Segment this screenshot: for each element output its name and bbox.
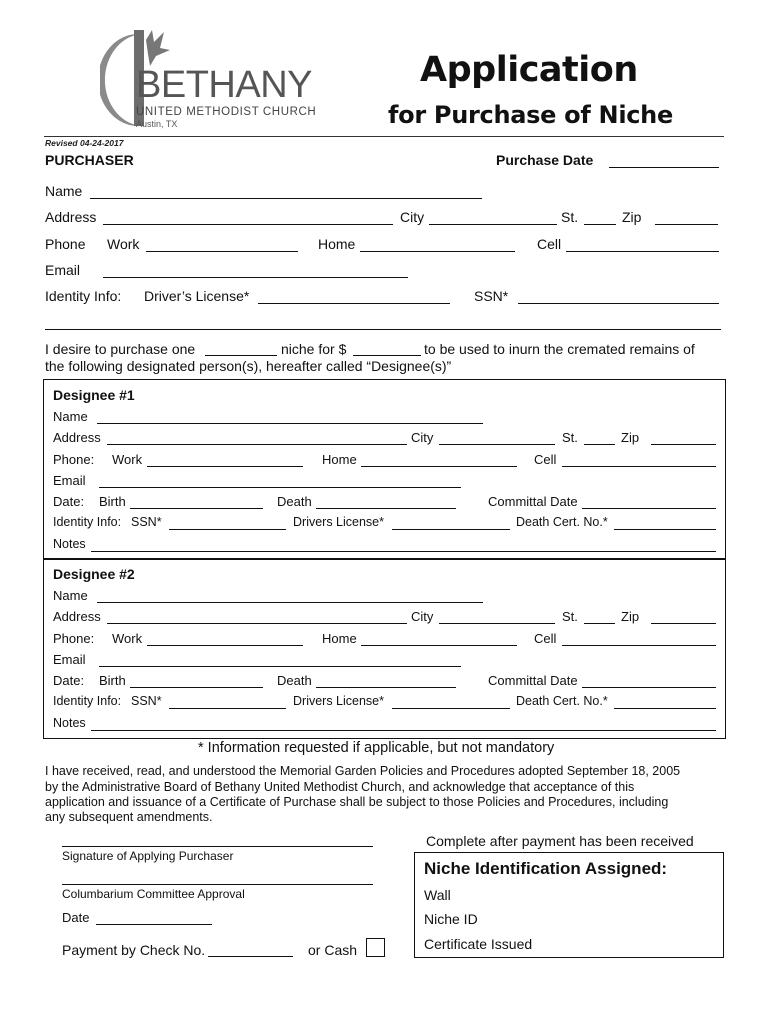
designee-1-birth-label: Birth xyxy=(99,494,126,509)
designee-2-box xyxy=(43,558,726,739)
designee-2-name-field[interactable] xyxy=(97,602,483,603)
designee-2-birth-label: Birth xyxy=(99,673,126,688)
purchaser-state-field[interactable] xyxy=(584,224,616,225)
purchaser-phone-label: Phone xyxy=(45,236,86,252)
designee-2-cell-phone-field[interactable] xyxy=(562,645,716,646)
designee-2-state-label: St. xyxy=(562,609,578,624)
designee-2-email-label: Email xyxy=(53,652,86,667)
designee-2-identity-label: Identity Info: xyxy=(53,694,122,708)
committee-approval-field[interactable] xyxy=(62,884,373,885)
purchaser-address-label: Address xyxy=(45,209,97,225)
purchaser-home-label: Home xyxy=(318,236,356,252)
footnote: * Information requested if applicable, but not mandatory xyxy=(198,740,555,756)
logo-subtitle: UNITED METHODIST CHURCH xyxy=(136,106,317,118)
purchase-date-label: Purchase Date xyxy=(496,152,594,168)
designee-1-phone-label: Phone: xyxy=(53,452,95,467)
designee-2-death-label: Death xyxy=(277,673,312,688)
page-title: Application xyxy=(420,50,638,90)
certificate-issued-label: Certificate Issued xyxy=(424,936,533,952)
purchaser-ssn-field[interactable] xyxy=(518,303,719,304)
logo-location: Austin, TX xyxy=(136,119,178,129)
purchaser-cell-label: Cell xyxy=(537,236,562,252)
designee-1-committal-field[interactable] xyxy=(582,508,716,509)
cash-label: or Cash xyxy=(308,942,358,958)
designee-2-city-field[interactable] xyxy=(439,623,555,624)
designee-2-city-label: City xyxy=(411,609,434,624)
designee-2-deathcert-field[interactable] xyxy=(614,708,716,709)
niche-id-label: Niche ID xyxy=(424,911,478,927)
niche-price-field[interactable] xyxy=(353,355,421,356)
designee-1-ssn-field[interactable] xyxy=(169,529,286,530)
designee-2-phone-label: Phone: xyxy=(53,631,95,646)
designee-2-zip-label: Zip xyxy=(621,609,640,624)
designee-1-city-label: City xyxy=(411,430,434,445)
purchaser-home-phone-field[interactable] xyxy=(360,251,515,252)
purchaser-state-label: St. xyxy=(561,209,579,225)
designee-1-identity-label: Identity Info: xyxy=(53,515,122,529)
purchaser-heading: PURCHASER xyxy=(45,152,134,168)
designee-1-box xyxy=(43,379,726,560)
niche-count-field[interactable] xyxy=(205,355,277,356)
designee-2-ssn-label: SSN* xyxy=(131,694,162,708)
designee-1-license-label: Drivers License* xyxy=(293,515,385,529)
purchaser-cell-phone-field[interactable] xyxy=(566,251,719,252)
page-subtitle: for Purchase of Niche xyxy=(388,101,673,129)
designee-1-name-field[interactable] xyxy=(97,423,483,424)
designee-1-birth-field[interactable] xyxy=(130,508,263,509)
niche-completion-note: Complete after payment has been received xyxy=(426,833,694,849)
designee-1-notes-field[interactable] xyxy=(91,551,716,552)
designee-1-cell-label: Cell xyxy=(534,452,557,467)
designee-1-death-field[interactable] xyxy=(316,508,456,509)
designee-1-death-label: Death xyxy=(277,494,312,509)
purchaser-ssn-label: SSN* xyxy=(474,288,509,304)
designee-1-committal-label: Committal Date xyxy=(488,494,578,509)
niche-wall-label: Wall xyxy=(424,887,451,903)
designee-1-email-field[interactable] xyxy=(99,487,461,488)
purchaser-name-field[interactable] xyxy=(90,198,482,199)
purchaser-license-label: Driver’s License* xyxy=(144,288,250,304)
desire-text-2: niche for $ xyxy=(281,341,347,357)
designee-1-work-phone-field[interactable] xyxy=(147,466,303,467)
designee-2-home-label: Home xyxy=(322,631,357,646)
designee-1-work-label: Work xyxy=(112,452,143,467)
agreement-line-3: application and issuance of a Certificate of Purchase shall be subject to those Policies and Procedures, including xyxy=(45,795,669,809)
purchaser-work-label: Work xyxy=(107,236,140,252)
designee-2-notes-field[interactable] xyxy=(91,730,716,731)
header-divider xyxy=(44,136,724,137)
designee-1-date-label: Date: xyxy=(53,494,85,509)
desire-text-3: to be used to inurn the cremated remains of xyxy=(424,341,695,357)
designee-2-heading: Designee #2 xyxy=(53,566,135,582)
designee-1-email-label: Email xyxy=(53,473,86,488)
designee-2-notes-label: Notes xyxy=(53,716,86,730)
designee-1-heading: Designee #1 xyxy=(53,387,135,403)
designee-1-state-label: St. xyxy=(562,430,578,445)
designee-2-date-label: Date: xyxy=(53,673,85,688)
church-logo xyxy=(100,26,330,136)
designee-2-license-label: Drivers License* xyxy=(293,694,385,708)
designee-2-zip-field[interactable] xyxy=(651,623,716,624)
designee-1-address-label: Address xyxy=(53,430,101,445)
designee-2-work-phone-field[interactable] xyxy=(147,645,303,646)
purchaser-email-label: Email xyxy=(45,262,81,278)
designee-2-name-label: Name xyxy=(53,588,88,603)
purchaser-identity-label: Identity Info: xyxy=(45,288,122,304)
agreement-line-1: I have received, read, and understood the Memorial Garden Policies and Procedures adopted September 18, 2005 xyxy=(45,764,681,778)
logo-wordmark: BETHANY xyxy=(136,64,312,106)
purchaser-email-field[interactable] xyxy=(103,277,408,278)
designee-1-home-phone-field[interactable] xyxy=(361,466,517,467)
designee-1-ssn-label: SSN* xyxy=(131,515,162,529)
designee-2-birth-field[interactable] xyxy=(130,687,263,688)
purchase-date-field[interactable] xyxy=(609,167,719,168)
check-number-field[interactable] xyxy=(208,956,293,957)
designee-2-email-field[interactable] xyxy=(99,666,461,667)
designee-1-address-field[interactable] xyxy=(107,444,407,445)
revision-date: Revised 04-24-2017 xyxy=(45,138,124,148)
designee-2-license-field[interactable] xyxy=(392,708,510,709)
designee-1-city-field[interactable] xyxy=(439,444,555,445)
designee-1-license-field[interactable] xyxy=(392,529,510,530)
designee-2-address-label: Address xyxy=(53,609,101,624)
purchaser-city-label: City xyxy=(400,209,425,225)
purchaser-zip-field[interactable] xyxy=(655,224,718,225)
designee-1-deathcert-field[interactable] xyxy=(614,529,716,530)
signature-date-label: Date xyxy=(62,910,90,925)
purchaser-zip-label: Zip xyxy=(622,209,642,225)
purchaser-work-phone-field[interactable] xyxy=(146,251,298,252)
designee-2-address-field[interactable] xyxy=(107,623,407,624)
designee-1-home-label: Home xyxy=(322,452,357,467)
desire-text-line2: the following designated person(s), hereafter called “Designee(s)” xyxy=(45,358,452,374)
section-divider xyxy=(45,329,721,330)
designee-1-zip-label: Zip xyxy=(621,430,640,445)
purchaser-name-label: Name xyxy=(45,183,83,199)
designee-2-deathcert-label: Death Cert. No.* xyxy=(516,694,608,708)
designee-2-death-field[interactable] xyxy=(316,687,456,688)
niche-identification-heading: Niche Identification Assigned: xyxy=(424,859,668,878)
designee-2-work-label: Work xyxy=(112,631,143,646)
designee-1-name-label: Name xyxy=(53,409,88,424)
designee-1-deathcert-label: Death Cert. No.* xyxy=(516,515,608,529)
purchaser-city-field[interactable] xyxy=(429,224,557,225)
desire-text-1: I desire to purchase one xyxy=(45,341,196,357)
designee-1-cell-phone-field[interactable] xyxy=(562,466,716,467)
purchaser-license-field[interactable] xyxy=(258,303,450,304)
purchaser-address-field[interactable] xyxy=(103,224,393,225)
designee-1-notes-label: Notes xyxy=(53,537,86,551)
agreement-line-2: by the Administrative Board of Bethany United Methodist Church, and acknowledge that acceptance of this xyxy=(45,780,635,794)
applicant-signature-label: Signature of Applying Purchaser xyxy=(62,849,234,863)
designee-1-state-field[interactable] xyxy=(584,444,615,445)
cash-checkbox[interactable] xyxy=(366,938,385,957)
signature-date-field[interactable] xyxy=(96,924,212,925)
designee-2-committal-field[interactable] xyxy=(582,687,716,688)
designee-1-zip-field[interactable] xyxy=(651,444,716,445)
designee-2-home-phone-field[interactable] xyxy=(361,645,517,646)
designee-2-ssn-field[interactable] xyxy=(169,708,286,709)
applicant-signature-field[interactable] xyxy=(62,846,373,847)
designee-2-state-field[interactable] xyxy=(584,623,615,624)
committee-approval-label: Columbarium Committee Approval xyxy=(62,887,245,901)
payment-check-label: Payment by Check No. xyxy=(62,942,206,958)
designee-2-cell-label: Cell xyxy=(534,631,557,646)
designee-2-committal-label: Committal Date xyxy=(488,673,578,688)
agreement-line-4: any subsequent amendments. xyxy=(45,810,213,824)
